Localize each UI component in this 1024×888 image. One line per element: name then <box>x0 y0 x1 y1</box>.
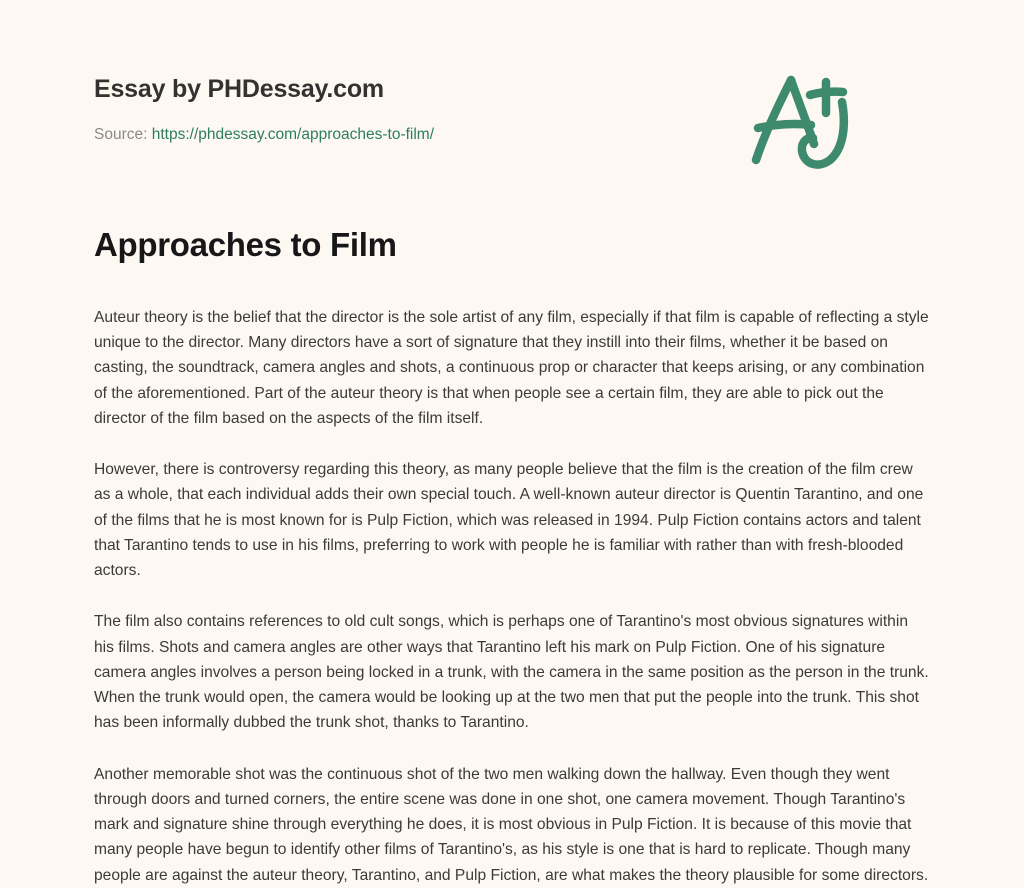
source-label: Source: <box>94 126 148 143</box>
page-title: Approaches to Film <box>94 225 397 263</box>
source-url-link[interactable]: https://phdessay.com/approaches-to-film/ <box>151 126 435 143</box>
paragraph: Auteur theory is the belief that the director is the sole artist of any film, especially if that film is capable of reflecting a style unique to the director. Many directors have a sort of signature that they instill into their films, whether it be based on casting, the soundtrack, camera angles and shots, a continuous prop or character that keeps arising, or any combination of the aforementioned. Part of the auteur theory is that when people see a certain film, they are able to pick out the director of the film based on the aspects of the film itself. <box>94 308 929 427</box>
page-header <box>94 0 930 146</box>
essay-body <box>94 305 930 888</box>
aplus-logo-icon <box>738 68 858 173</box>
paragraph: Another memorable shot was the continuous shot of the two men walking down the hallway. Even though they went through doors and turned corners, the entire scene was done in one shot, one camera movement. Though Tarantino's mark and signature shine through everything he does, it is most obvious in Pulp Fiction. It is because of this movie that many people have begun to identify other films of Tarantino's, as his style is one that is hard to replicate. Though many people are against the auteur theory, Tarantino, and Pulp Fiction, are what makes the theory plausible for some directors. <box>94 765 929 884</box>
brand-title: Essay by PHDessay.com <box>94 75 384 103</box>
paragraph: However, there is controversy regarding this theory, as many people believe that the film is the creation of the film crew as a whole, that each individual adds their own special touch. A well-known auteur director is Quentin Tarantino, and one of the films that he is most known for is Pulp Fiction, which was released in 1994. Pulp Fiction contains actors and talent that Tarantino tends to use in his films, preferring to work with people he is familiar with rather than with fresh-blooded actors. <box>94 461 924 580</box>
paragraph: The film also contains references to old cult songs, which is perhaps one of Tarantino's most obvious signatures within his films. Shots and camera angles are other ways that Tarantino left his mark on Pulp Fiction. One of his signature camera angles involves a person being locked in a trunk, with the camera in the same position as the person in the trunk. When the trunk would open, the camera would be looking up at the two men that put the people into the trunk. This shot has been informally dubbed the trunk shot, thanks to Tarantino. <box>94 613 929 732</box>
